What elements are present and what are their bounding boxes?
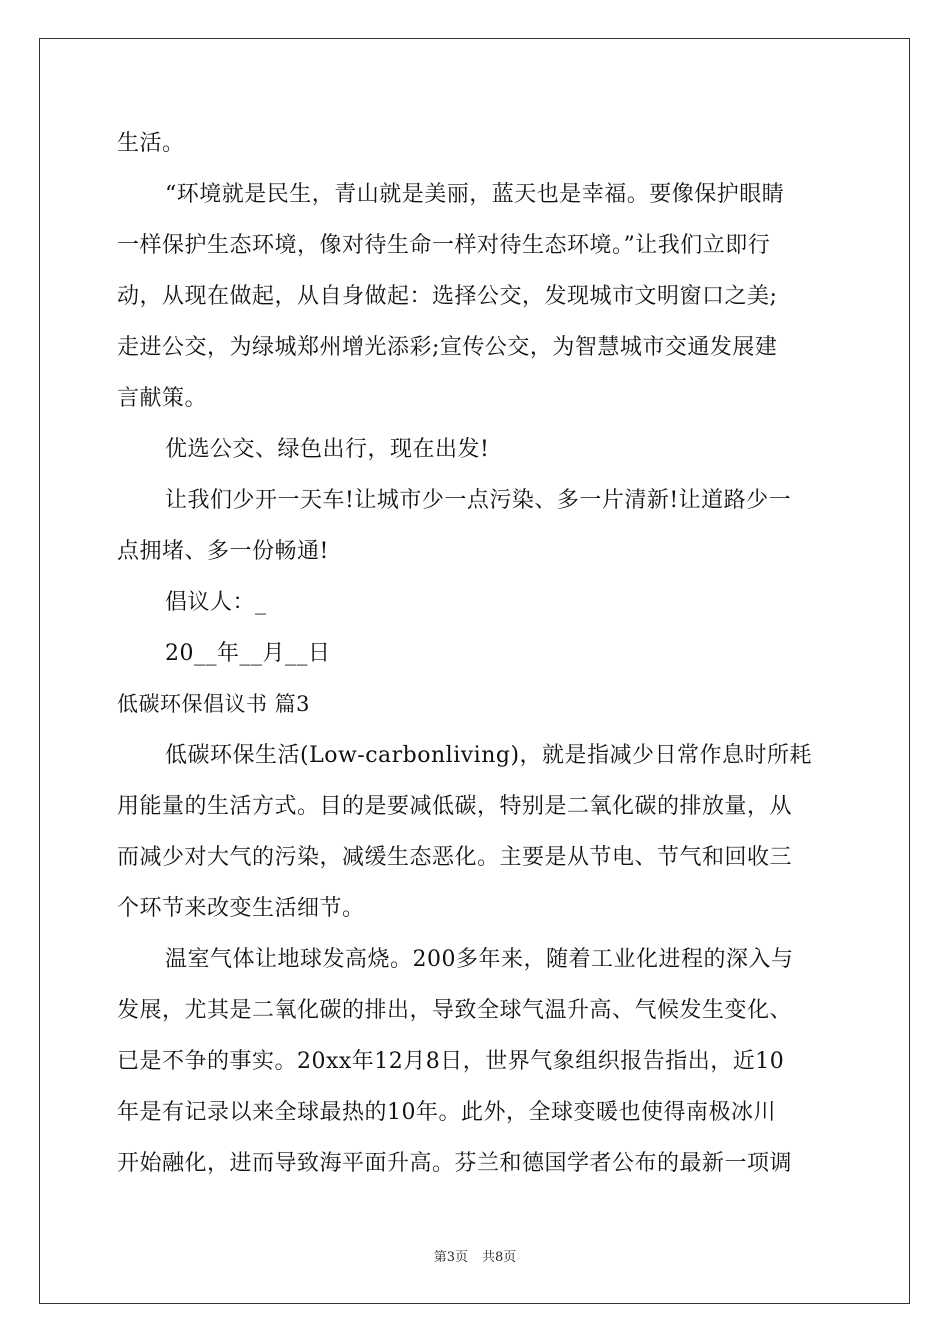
text-line: 温室气体让地球发高烧。200多年来，随着工业化进程的深入与 [165, 947, 794, 972]
text-line: 一样保护生态环境，像对待生命一样对待生态环境。”让我们立即行 [117, 233, 771, 258]
text-line: 走进公交，为绿城郑州增光添彩;宣传公交，为智慧城市交通发展建 [117, 335, 778, 360]
text-line: 优选公交、绿色出行，现在出发! [165, 437, 490, 462]
page-number: 第3页 [433, 1250, 468, 1265]
text-line: 年是有记录以来全球最热的10年。此外，全球变暖也使得南极冰川 [117, 1100, 776, 1125]
text-line: 开始融化，进而导致海平面升高。芬兰和德国学者公布的最新一项调 [117, 1151, 793, 1176]
signature-line: 倡议人：_ [165, 590, 267, 615]
date-line: 20__年__月__日 [165, 641, 331, 666]
text-line: 个环节来改变生活细节。 [117, 896, 365, 921]
text-line: 生活。 [117, 131, 185, 156]
text-line: 用能量的生活方式。目的是要减低碳，特别是二氧化碳的排放量，从 [117, 794, 793, 819]
text-line: 动，从现在做起，从自身做起：选择公交，发现城市文明窗口之美; [117, 284, 778, 309]
section-heading: 低碳环保倡议书 篇3 [117, 692, 311, 716]
text-line: 言献策。 [117, 386, 208, 411]
page-total: 共8页 [482, 1250, 517, 1265]
document-body [117, 118, 837, 1189]
text-line: 点拥堵、多一份畅通! [117, 539, 329, 564]
text-line: “环境就是民生，青山就是美丽，蓝天也是幸福。要像保护眼睛 [165, 182, 785, 207]
text-line: 而减少对大气的污染，减缓生态恶化。主要是从节电、节气和回收三 [117, 845, 793, 870]
text-line: 发展，尤其是二氧化碳的排出，导致全球气温升高、气候发生变化、 [117, 998, 793, 1023]
page-footer [0, 1246, 950, 1265]
text-line: 已是不争的事实。20xx年12月8日，世界气象组织报告指出，近10 [117, 1049, 785, 1074]
text-line: 低碳环保生活(Low-carbonliving)，就是指减少日常作息时所耗 [165, 743, 813, 768]
text-line: 让我们少开一天车!让城市少一点污染、多一片清新!让道路少一 [165, 488, 792, 513]
